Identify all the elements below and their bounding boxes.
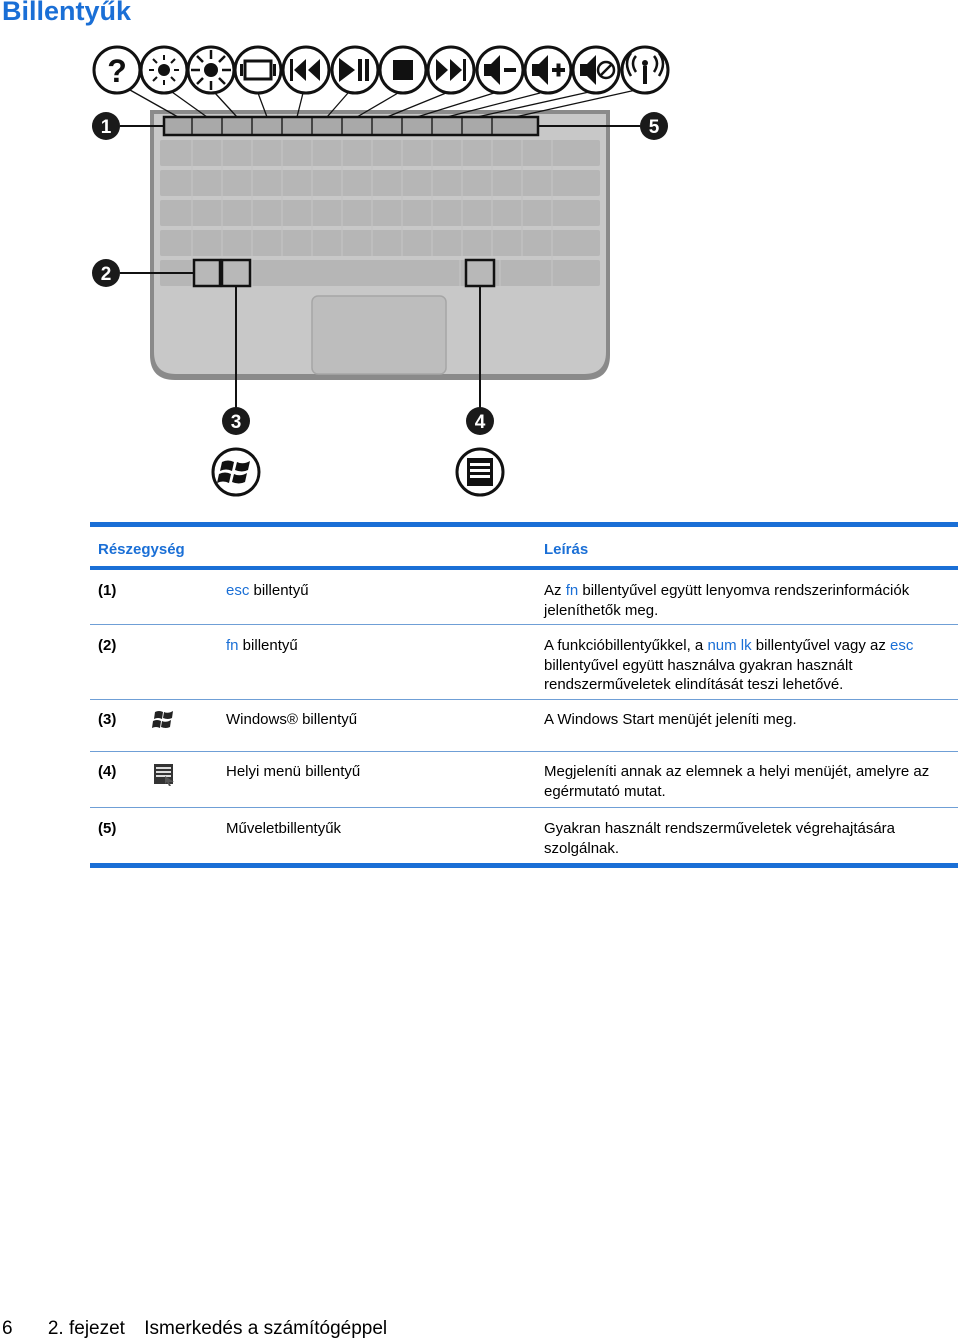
fn-key-frame xyxy=(194,260,220,286)
desc-text: Az xyxy=(544,582,566,599)
table-row xyxy=(90,625,958,700)
table-row xyxy=(90,752,958,808)
header-description: Leírás xyxy=(544,541,589,558)
table-row xyxy=(90,808,958,863)
key-term: fn xyxy=(226,637,239,654)
key-term: num lk xyxy=(707,637,752,654)
help-icon: ? xyxy=(107,53,127,89)
component-name: Műveletbillentyűk xyxy=(226,820,342,837)
row-number: (1) xyxy=(98,582,117,599)
component-name: Windows® billentyű xyxy=(226,711,358,728)
row-number: (5) xyxy=(98,820,117,837)
component-description: Gyakran használt rendszerműveletek végrehajtására szolgálnak. xyxy=(544,820,896,857)
key-term: fn xyxy=(565,582,579,599)
desc-text: A funkcióbillentyűkkel, a xyxy=(544,637,708,654)
keyboard-illustration xyxy=(0,0,960,510)
component-name xyxy=(226,636,298,656)
component-name xyxy=(226,581,309,601)
stop-icon xyxy=(393,60,413,80)
keyboard-body xyxy=(150,110,610,380)
callout-4: 4 xyxy=(474,412,486,433)
page-footer xyxy=(2,1318,387,1340)
brightness-down-icon xyxy=(149,55,179,85)
chapter-label: 2. fejezet xyxy=(47,1318,125,1339)
callout-5: 5 xyxy=(648,117,660,138)
touchpad xyxy=(312,296,446,374)
row-number: (3) xyxy=(98,711,117,728)
desc-text: billentyűvel együtt lenyomva rendszerinformációk jeleníthetők meg. xyxy=(544,582,910,619)
windows-logo-icon xyxy=(213,449,259,495)
context-menu-icon xyxy=(457,449,503,495)
component-description: Megjeleníti annak az elemnek a helyi menüjét, amelyre az egérmutató mutat. xyxy=(544,763,930,800)
key-term: esc xyxy=(226,582,250,599)
brightness-up-icon xyxy=(191,50,231,90)
row-number: (4) xyxy=(98,763,117,780)
table-row xyxy=(90,570,958,625)
header-component: Részegység xyxy=(98,541,185,558)
row-number: (2) xyxy=(98,637,117,654)
component-description: A Windows Start menüjét jeleníti meg. xyxy=(544,711,797,728)
desc-text: billentyűvel vagy az xyxy=(751,637,891,654)
desc-text: billentyűvel együtt használva gyakran használt rendszerműveletek elindítását teszi lehetővé. xyxy=(544,656,853,693)
component-description xyxy=(544,636,954,695)
component-name: Helyi menü billentyű xyxy=(226,763,361,780)
component-description xyxy=(544,581,954,620)
page-title: Billentyűk xyxy=(2,0,132,26)
page-number: 6 xyxy=(2,1318,13,1339)
context-menu-icon xyxy=(152,762,176,792)
key-term: esc xyxy=(890,637,914,654)
chapter-title: Ismerkedés a számítógéppel xyxy=(144,1318,388,1339)
callout-1: 1 xyxy=(100,117,112,138)
components-table xyxy=(90,522,958,868)
table-row xyxy=(90,700,958,752)
component-name-rest: billentyű xyxy=(249,582,309,599)
component-name-rest: billentyű xyxy=(238,637,298,654)
windows-logo-icon xyxy=(152,710,176,738)
callout-2: 2 xyxy=(100,264,112,285)
context-menu-key-frame xyxy=(466,260,494,286)
table-header xyxy=(90,527,958,570)
callout-3: 3 xyxy=(230,412,242,433)
windows-key-frame xyxy=(222,260,250,286)
